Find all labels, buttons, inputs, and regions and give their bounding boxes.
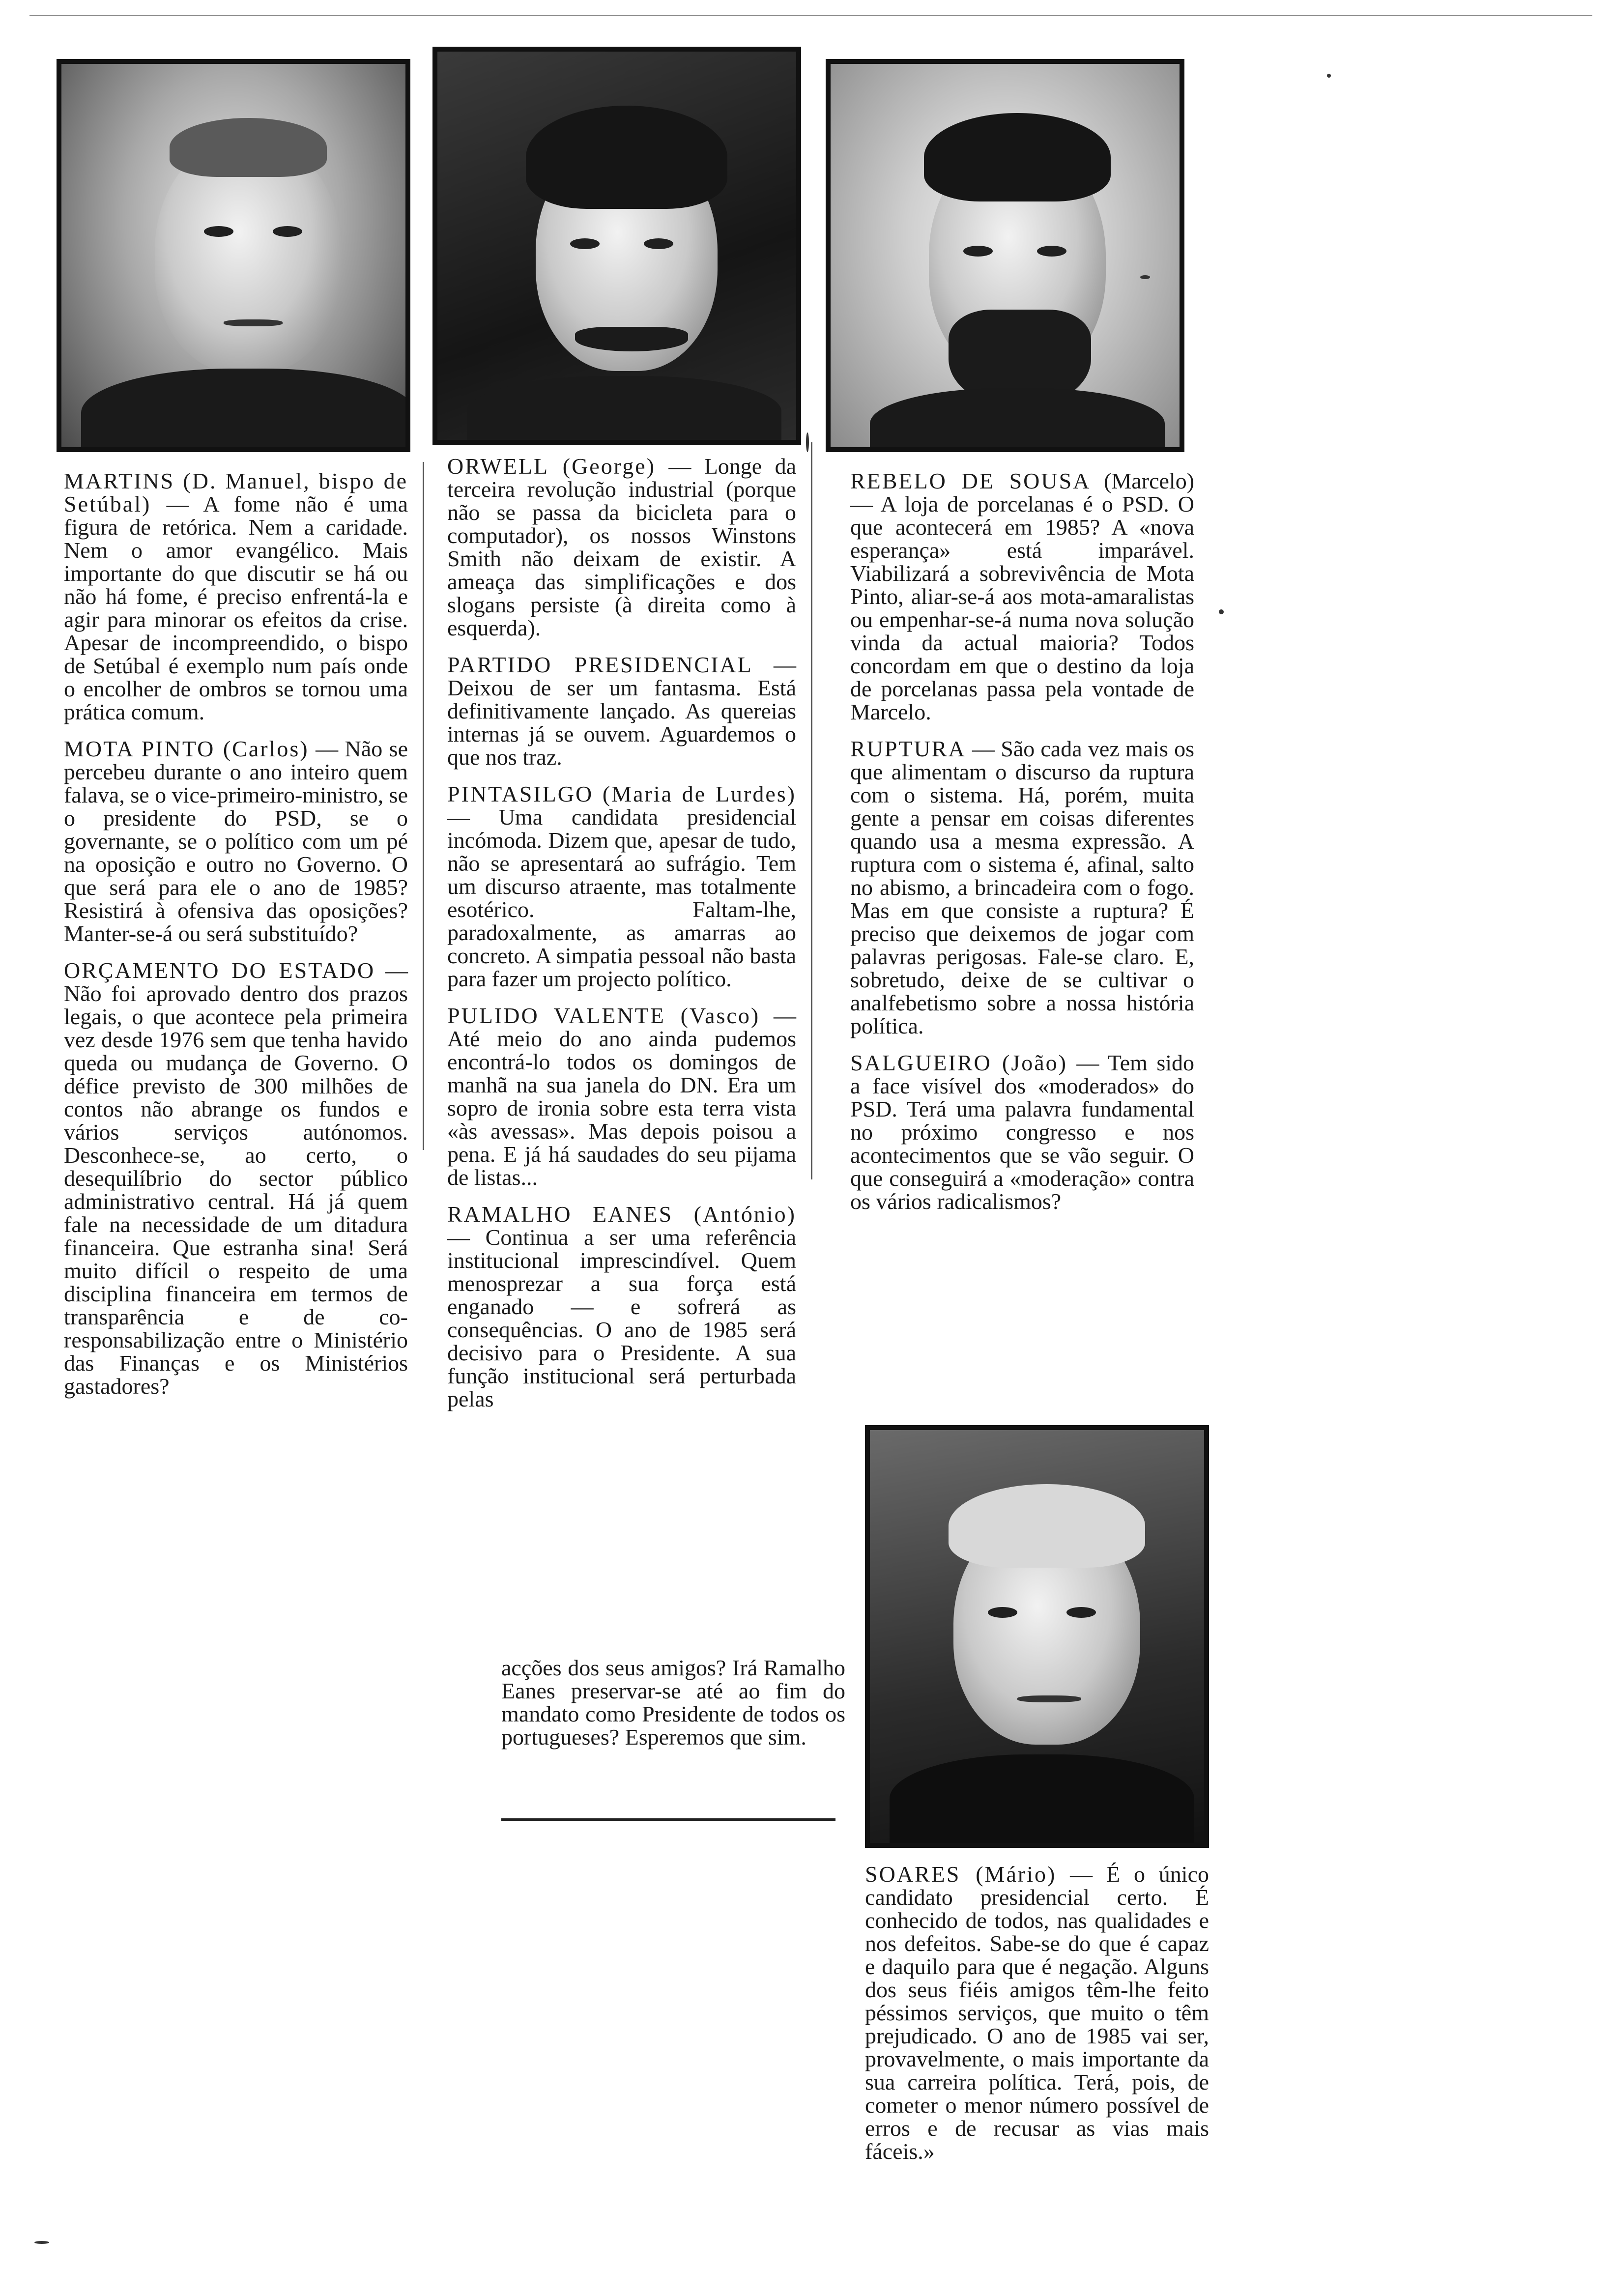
entry-body-salgueiro: — Tem sido a face visível dos «moderados» do PSD. Terá uma palavra fundamental no próximo congresso e nos acontecimentos que se vão seguir. O que conseguirá a «moderação» contra os vários radicalismos? — [850, 1050, 1194, 1214]
entry-head-eanes: RAMALHO EANES (António) — [447, 1202, 796, 1227]
entry-head-mota-pinto: MOTA PINTO (Carlos) — [64, 736, 309, 761]
entry-head-orwell: ORWELL (George) — [447, 454, 656, 479]
entry-head-martins: MARTINS (D. Manuel, bispo de Setúbal) — [64, 468, 408, 517]
entry-head-ruptura: RUPTURA — [850, 736, 966, 761]
photo-martins — [57, 59, 410, 452]
entry-body-ruptura: — São cada vez mais os que alimentam o discurso da ruptura com o sistema. Há, porém, muita gente a pensar em coisas diferentes quando usa a mesma expressão. A ruptura com o sistema é, afinal, salto no abismo, a brincadeira com o fogo. Mas em que consiste a ruptura? É preciso que deixemos de jogar com palavras perigosas. Fale-se claro. E, sobretudo, deixe de se cultivar o analfebetismo sobre a nossa história política. — [850, 736, 1194, 1038]
speck — [806, 432, 809, 452]
entry-martins — [64, 469, 408, 723]
speck — [34, 2241, 49, 2244]
entry-body-soares: — É o único candidato presidencial certo. É conhecido de todos, nas qualidades e nos defeitos. Sabe-se do que é capaz e daquilo para que é negação. Alguns dos seus fiéis amigos têm-lhe feito péssimos serviços, que muito o têm prejudicado. O ano de 1985 vai ser, provavelmente, o mais importante da sua carreira política. Terá, pois, de cometer o menor número possível de erros e de recusar as vias mais fáceis.» — [865, 1862, 1209, 2164]
column-2-continuation — [501, 1656, 845, 1762]
entry-body-rebelo: (Marcelo) — A loja de porcelanas é o PSD. O que acontecerá em 1985? A «nova esperança» está imparável. Viabilizará a sobrevivência de Mota Pinto, aliar-se-á aos mota-amaralistas ou empenhar-se-á numa nova solução vinda da actual maioria? Todos concordam em que o destino da loja de porcelanas passa pela vontade de Marcelo. — [850, 468, 1195, 724]
photo-rebelo-de-sousa — [826, 59, 1184, 452]
entry-soares — [865, 1863, 1209, 2163]
entry-eanes-continued — [501, 1656, 845, 1749]
entry-body-orwell: — Longe da terceira revolução industrial (porque não se passa da bicicleta para o computador), os nossos Winstons Smith não deixam de existir. A ameaça das simplificações e dos slogans persiste (à direita como à esquerda). — [447, 454, 797, 640]
entry-ruptura — [850, 737, 1194, 1037]
speck — [1219, 609, 1224, 614]
top-edge-line — [29, 15, 1592, 16]
column-3 — [850, 469, 1194, 1227]
speck — [1140, 275, 1150, 279]
entry-body-orcamento: — Não foi aprovado dentro dos prazos legais, o que acontece pela primeira vez desde 1976 sem que tenha havido queda ou mudança de Governo. O défice previsto de 300 milhões de contos não abrange os fundos e vários serviços autónomos. Desconhece-se, ao certo, o desequilíbrio do sector público administrativo central. Há já quem fale na necessidade de um ditadura financeira. Que estranha sina! Será muito difícil o respeito de uma disciplina financeira em termos de transparência e de co-responsabilização entre o Ministério das Finanças e os Ministérios gastadores? — [64, 958, 408, 1399]
photo-soares — [865, 1425, 1209, 1848]
entry-rebelo — [850, 469, 1194, 723]
column-2 — [447, 455, 796, 1424]
entry-head-rebelo: REBELO DE SOUSA — [850, 468, 1091, 493]
entry-body-martins: — A fome não é uma figura de retórica. Nem a caridade. Nem o amor evangélico. Mais importante do que discutir se há ou não há fome, é preciso enfrentá-la e agir para minorar os efeitos da crise. Apesar de incompreendido, o bispo de Setúbal é exemplo num país onde o encolher de ombros se tornou uma prática comum. — [64, 491, 408, 724]
column-divider-2 — [811, 442, 812, 1179]
entry-orwell — [447, 455, 796, 639]
entry-body-pulido: — Até meio do ano ainda pudemos encontrá-lo todos os domingos de manhã na sua janela do DN. Era um sopro de ironia sobre esta terra vista «às avessas». Mas depois poisou a pena. E já há saudades do seu pijama de listas... — [447, 1003, 797, 1190]
column-1 — [64, 469, 408, 1411]
entry-body-partido: — Deixou de ser um fantasma. Está definitivamente lançado. As quereias internas já se ouvem. Aguardemos o que nos traz. — [447, 652, 796, 770]
entry-body-eanes-a: — Continua a ser uma referência institucional imprescindível. Quem menosprezar a sua força está enganado — e sofrerá as consequências. O ano de 1985 será decisivo para o Presidente. A sua função institucional será perturbada pelas — [447, 1225, 796, 1411]
entry-body-mota-pinto: — Não se percebeu durante o ano inteiro quem falava, se o vice-primeiro-ministro, se o presidente do PSD, se o governante, se o político com um pé na oposição e outro no Governo. O que será para ele o ano de 1985? Resistirá à ofensiva das oposições? Manter-se-á ou será substituído? — [64, 736, 408, 946]
entry-eanes — [447, 1203, 796, 1410]
closing-rule — [501, 1818, 835, 1821]
photo-orwell — [432, 47, 801, 445]
entry-salgueiro — [850, 1051, 1194, 1213]
entry-body-pintasilgo: — Uma candidata presidencial incómoda. Dizem que, apesar de tudo, não se apresentará ao sufrágio. Tem um discurso atraente, mas totalmente esotérico. Faltam-lhe, paradoxalmente, as amarras ao concreto. A simpatia pessoal não basta para fazer um projecto político. — [447, 804, 796, 991]
entry-partido — [447, 653, 796, 769]
entry-pintasilgo — [447, 782, 796, 990]
entry-head-pintasilgo: PINTASILGO (Maria de Lurdes) — [447, 781, 796, 806]
entry-mota-pinto — [64, 737, 408, 945]
entry-head-orcamento: ORÇAMENTO DO ESTADO — [64, 958, 375, 983]
column-3-lower — [865, 1863, 1209, 2177]
entry-body-eanes-b: acções dos seus amigos? Irá Ramalho Eanes preservar-se até ao fim do mandato como Presidente de todos os portugueses? Esperemos que sim. — [501, 1655, 845, 1750]
entry-head-soares: SOARES (Mário) — [865, 1862, 1057, 1887]
speck — [1327, 74, 1331, 78]
column-divider-1 — [423, 462, 424, 1150]
entry-head-salgueiro: SALGUEIRO (João) — [850, 1050, 1067, 1075]
entry-orcamento — [64, 959, 408, 1398]
entry-head-partido: PARTIDO PRESIDENCIAL — [447, 652, 753, 677]
entry-head-pulido: PULIDO VALENTE (Vasco) — [447, 1003, 760, 1028]
entry-pulido — [447, 1004, 796, 1189]
